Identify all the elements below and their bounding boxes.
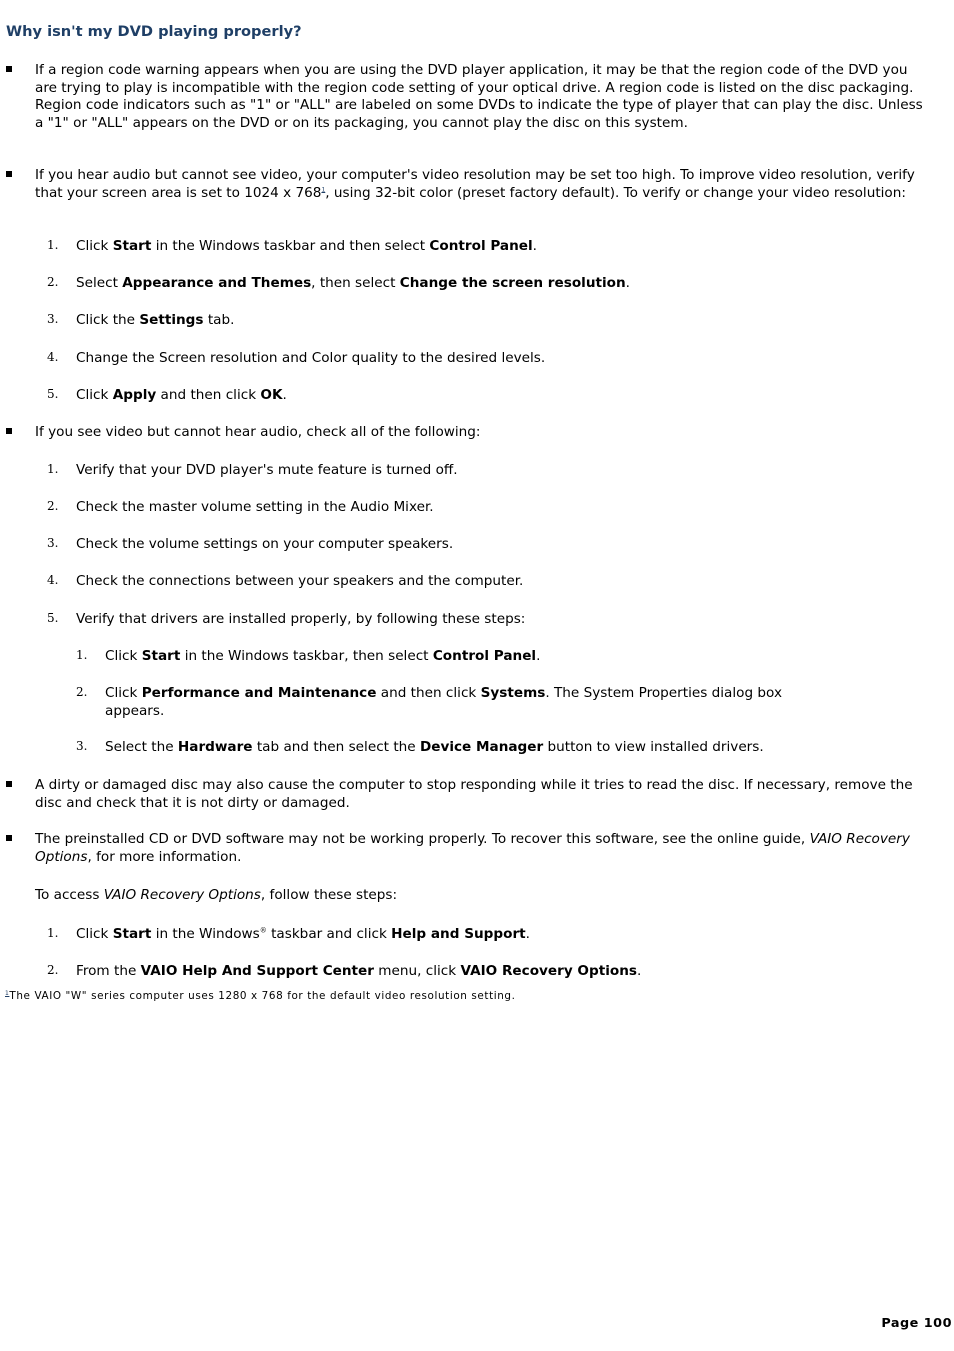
bullet-marker [6, 171, 12, 177]
list-number: 5. [47, 611, 59, 625]
list-number: 1. [47, 238, 59, 252]
ui-term: VAIO Recovery Options [460, 963, 637, 979]
ui-term: Control Panel [432, 648, 537, 664]
paragraph-dirty-disc: A dirty or damaged disc may also cause the computer to stop responding while it tries to read the disc. If necessary, remove the disc and check that it is not dirty or damaged. [35, 777, 913, 811]
list-item: Select Appearance and Themes, then select Change the screen resolution. [76, 275, 630, 291]
ui-term: Hardware [177, 739, 253, 755]
footnote-anchor[interactable]: 1 [5, 990, 10, 997]
guide-title: VAIO Recovery Options [103, 887, 261, 903]
list-item: Check the connections between your speakers and the computer. [76, 573, 524, 589]
list-item: Click Start in the Windows taskbar and then select Control Panel. [76, 238, 537, 254]
ui-term: Control Panel [429, 238, 533, 254]
ui-term: Performance and Maintenance [141, 685, 377, 701]
ui-term: Change the screen resolution [399, 275, 626, 291]
list-number: 2. [47, 275, 59, 289]
list-item: From the VAIO Help And Support Center menu, click VAIO Recovery Options. [76, 963, 642, 979]
list-item: Check the volume settings on your computer speakers. [76, 536, 454, 552]
list-item: Click Start in the Windows taskbar, then select Control Panel. [105, 648, 541, 664]
paragraph-software: The preinstalled CD or DVD software may not be working properly. To recover this software, see the online guide, VAIO Recovery Options, for more information. [35, 831, 910, 865]
ui-term: Settings [139, 312, 204, 328]
ui-term: Start [112, 238, 152, 254]
paragraph-video-resolution [35, 167, 925, 202]
ui-term: Start [112, 926, 152, 942]
ui-term: Apply [112, 387, 157, 403]
ui-term: OK [260, 387, 283, 403]
list-number: 1. [47, 926, 59, 940]
list-number: 5. [47, 387, 59, 401]
footnote-text: The VAIO "W" series computer uses 1280 x 768 for the default video resolution setting. [9, 990, 516, 1002]
guide-title: VAIO Recovery Options [35, 831, 910, 865]
footnote-link[interactable]: 1 [321, 185, 326, 193]
bullet-marker [6, 66, 12, 72]
paragraph-region-code: If a region code warning appears when you are using the DVD player application, it may be that the region code of the DVD you are trying to play is incompatible with the region code setting of your optical drive. A region code is listed on the disc packaging. Region code indicators such as "1" or "ALL" are labeled on some DVDs to indicate the type of player that can play the disc. Unless a "1" or "ALL" appears on the DVD or on its packaging, you cannot play the disc on this system. [35, 62, 923, 131]
list-number: 2. [47, 499, 59, 513]
page-title: Why isn't my DVD playing properly? [6, 23, 302, 40]
text: , using 32-bit color (preset factory default). To verify or change your video resolution: [325, 184, 906, 201]
ui-term: Appearance and Themes [122, 275, 312, 291]
list-item: Change the Screen resolution and Color quality to the desired levels. [76, 350, 546, 366]
list-item: Click the Settings tab. [76, 312, 235, 328]
registered-mark: ® [259, 926, 267, 935]
list-item: Verify that your DVD player's mute feature is turned off. [76, 462, 458, 478]
list-item: Select the Hardware tab and then select the Device Manager button to view installed drivers. [105, 739, 764, 755]
list-number: 3. [47, 536, 59, 550]
paragraph-access-recovery: To access VAIO Recovery Options, follow these steps: [35, 887, 398, 903]
list-number: 2. [47, 963, 59, 977]
list-item: Click Start in the Windows® taskbar and click Help and Support. [76, 926, 530, 942]
list-item: Click Apply and then click OK. [76, 387, 287, 403]
ui-term: Start [141, 648, 181, 664]
ui-term: Systems [480, 685, 546, 701]
list-number: 4. [47, 573, 59, 587]
bullet-marker [6, 428, 12, 434]
bullet-marker [6, 781, 12, 787]
list-number: 2. [76, 685, 88, 699]
list-item: Check the master volume setting in the Audio Mixer. [76, 499, 434, 515]
list-number: 1. [47, 462, 59, 476]
text: If you hear audio but cannot see video, your computer's video resolution may be set too high. To improve video resolution, verify that your screen area is set to 1024 x 768 [35, 167, 915, 201]
footnote [5, 990, 516, 1003]
ui-term: Device Manager [419, 739, 544, 755]
list-item: Click Performance and Maintenance and then click Systems. The System Properties dialog box appears. [105, 685, 782, 719]
ui-term: VAIO Help And Support Center [140, 963, 374, 979]
list-number: 3. [76, 739, 88, 753]
bullet-marker [6, 835, 12, 841]
list-number: 1. [76, 648, 88, 662]
page-number: Page 100 [881, 1316, 952, 1331]
list-number: 3. [47, 312, 59, 326]
list-item: Verify that drivers are installed properly, by following these steps: [76, 611, 526, 627]
paragraph-no-audio: If you see video but cannot hear audio, check all of the following: [35, 424, 481, 440]
list-number: 4. [47, 350, 59, 364]
ui-term: Help and Support [391, 926, 526, 942]
